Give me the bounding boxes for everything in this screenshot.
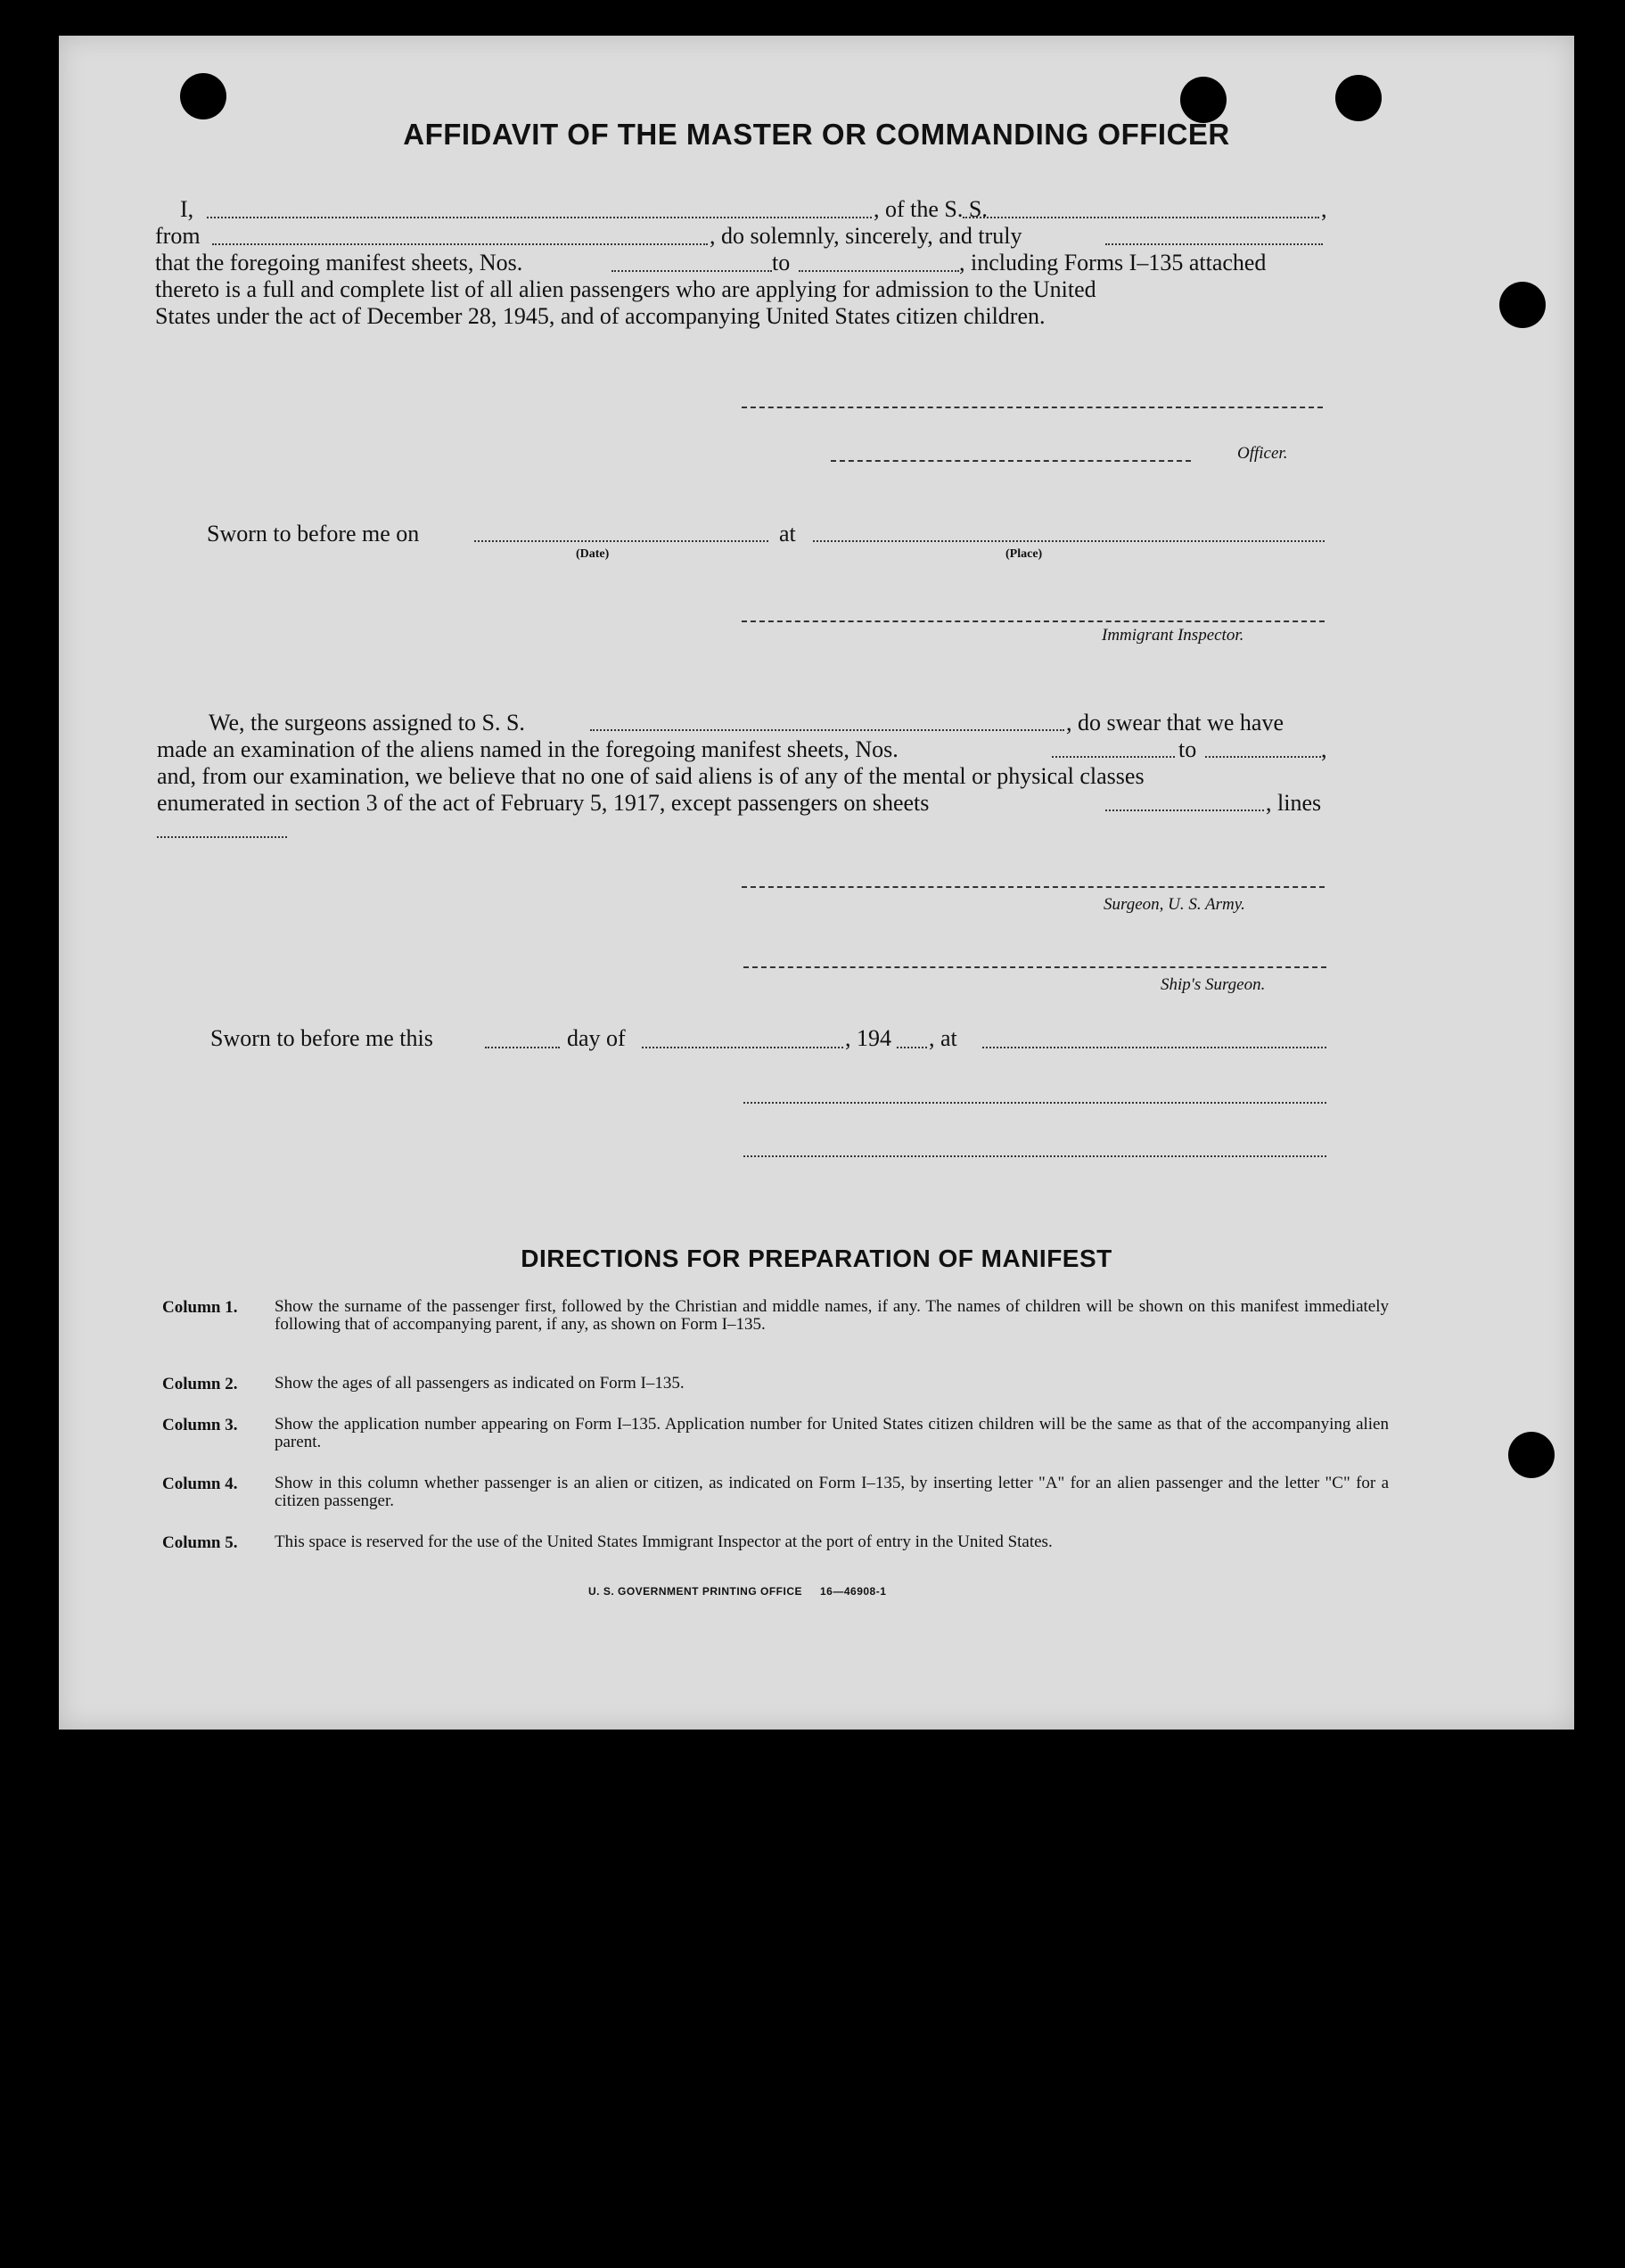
sworn-label: Sworn to before me on <box>207 521 420 546</box>
ship-name-field[interactable] <box>963 217 1319 218</box>
of-ss-label: , of the S. S. <box>874 196 988 222</box>
surgeons-ship-field[interactable] <box>590 729 1064 731</box>
direction-text: This space is reserved for the use of the United States Immigrant Inspector at the port of entry in the United States. <box>275 1533 1053 1551</box>
army-surgeon-caption: Surgeon, U. S. Army. <box>1104 895 1245 914</box>
exam-sheet-to-field[interactable] <box>1205 756 1321 758</box>
master-name-field[interactable] <box>207 217 872 218</box>
day-of-label: day of <box>567 1025 626 1051</box>
punch-hole-icon <box>180 73 226 119</box>
including-text: , including Forms I–135 attached <box>959 250 1267 275</box>
oath-field[interactable] <box>1105 243 1323 245</box>
direction-text: Show the ages of all passengers as indicated on Form I–135. <box>275 1374 685 1393</box>
affidavit-line-4: thereto is a full and complete list of all alien passengers who are applying for admission to the United <box>155 276 1096 302</box>
sheet-from-field[interactable] <box>611 270 772 272</box>
comma-1: , <box>1321 196 1327 222</box>
to-label: to <box>772 250 791 275</box>
sworn-year-field[interactable] <box>897 1047 927 1048</box>
date-caption: (Date) <box>576 547 610 561</box>
form-sheet <box>59 36 1574 1730</box>
punch-hole-icon <box>1335 75 1382 121</box>
direction-label: Column 3. <box>162 1416 238 1434</box>
surgeons-line-3: and, from our examination, we believe that no one of said aliens is of any of the mental or physical classes <box>157 763 1145 789</box>
except-sheets-field[interactable] <box>1105 809 1264 811</box>
direction-label: Column 4. <box>162 1475 238 1493</box>
punch-hole-icon <box>1508 1432 1555 1478</box>
year-label: , 194 <box>845 1025 891 1051</box>
officer-signature-line[interactable] <box>831 460 1191 462</box>
extra-signature-line-2[interactable] <box>743 1155 1326 1157</box>
sworn-date-field[interactable] <box>474 540 768 542</box>
surgeons-to-label: to <box>1178 736 1197 762</box>
direction-label: Column 1. <box>162 1298 238 1317</box>
i-label: I, <box>180 196 194 222</box>
surgeons-line-1b: , do swear that we have <box>1066 710 1284 735</box>
exam-sheet-from-field[interactable] <box>1052 756 1175 758</box>
sworn-at-field[interactable] <box>982 1047 1326 1048</box>
punch-hole-icon <box>1499 282 1546 328</box>
sheet-to-field[interactable] <box>799 270 959 272</box>
from-port-field[interactable] <box>212 243 708 245</box>
army-surgeon-signature-line[interactable] <box>742 886 1325 888</box>
direction-text: Show in this column whether passenger is an alien or citizen, as indicated on Form I–135, by inserting letter "A" for an alien passenger and the letter "C" for a citizen passenger. <box>275 1474 1389 1510</box>
extra-signature-line-1[interactable] <box>743 1102 1326 1104</box>
affidavit-line-5: States under the act of December 28, 1945, and of accompanying United States citizen children. <box>155 303 1046 329</box>
inspector-signature-line[interactable] <box>742 620 1325 622</box>
place-caption: (Place) <box>1005 547 1043 561</box>
surgeons-line-4b: , lines <box>1266 790 1322 816</box>
surgeons-comma: , <box>1321 736 1327 762</box>
inspector-caption: Immigrant Inspector. <box>1102 626 1244 645</box>
officer-caption: Officer. <box>1237 444 1288 463</box>
direction-label: Column 2. <box>162 1375 238 1393</box>
directions-title: DIRECTIONS FOR PREPARATION OF MANIFEST <box>521 1245 1112 1272</box>
sworn-place-field[interactable] <box>813 540 1325 542</box>
from-label: from <box>155 223 201 249</box>
sworn-this-label: Sworn to before me this <box>210 1025 433 1051</box>
sworn-at-label: , at <box>929 1025 957 1051</box>
printer-imprint: U. S. GOVERNMENT PRINTING OFFICE <box>588 1585 803 1598</box>
master-signature-line[interactable] <box>742 407 1323 408</box>
sworn-month-field[interactable] <box>642 1047 843 1048</box>
punch-hole-icon <box>1180 77 1227 123</box>
surgeons-line-2a: made an examination of the aliens named in the foregoing manifest sheets, Nos. <box>157 736 899 762</box>
foregoing-text: that the foregoing manifest sheets, Nos. <box>155 250 523 275</box>
except-lines-field[interactable] <box>157 836 287 838</box>
form-code: 16—46908-1 <box>820 1585 887 1598</box>
sworn-day-field[interactable] <box>485 1047 560 1048</box>
ship-surgeon-caption: Ship's Surgeon. <box>1161 975 1266 994</box>
surgeons-line-1a: We, the surgeons assigned to S. S. <box>209 710 525 735</box>
at-label: at <box>779 521 796 546</box>
affidavit-title: AFFIDAVIT OF THE MASTER OR COMMANDING OFFICER <box>403 118 1230 151</box>
ship-surgeon-signature-line[interactable] <box>743 966 1326 968</box>
direction-text: Show the application number appearing on Form I–135. Application number for United States citizen children will be the same as that of the accompanying alien parent. <box>275 1415 1389 1451</box>
direction-text: Show the surname of the passenger first, followed by the Christian and middle names, if any. The names of children will be shown on this manifest immediately following that of accompanying parent, if any, as shown on Form I–135. <box>275 1297 1389 1334</box>
solemnly-text: , do solemnly, sincerely, and truly <box>710 223 1022 249</box>
direction-label: Column 5. <box>162 1533 238 1552</box>
surgeons-line-4a: enumerated in section 3 of the act of February 5, 1917, except passengers on sheets <box>157 790 930 816</box>
